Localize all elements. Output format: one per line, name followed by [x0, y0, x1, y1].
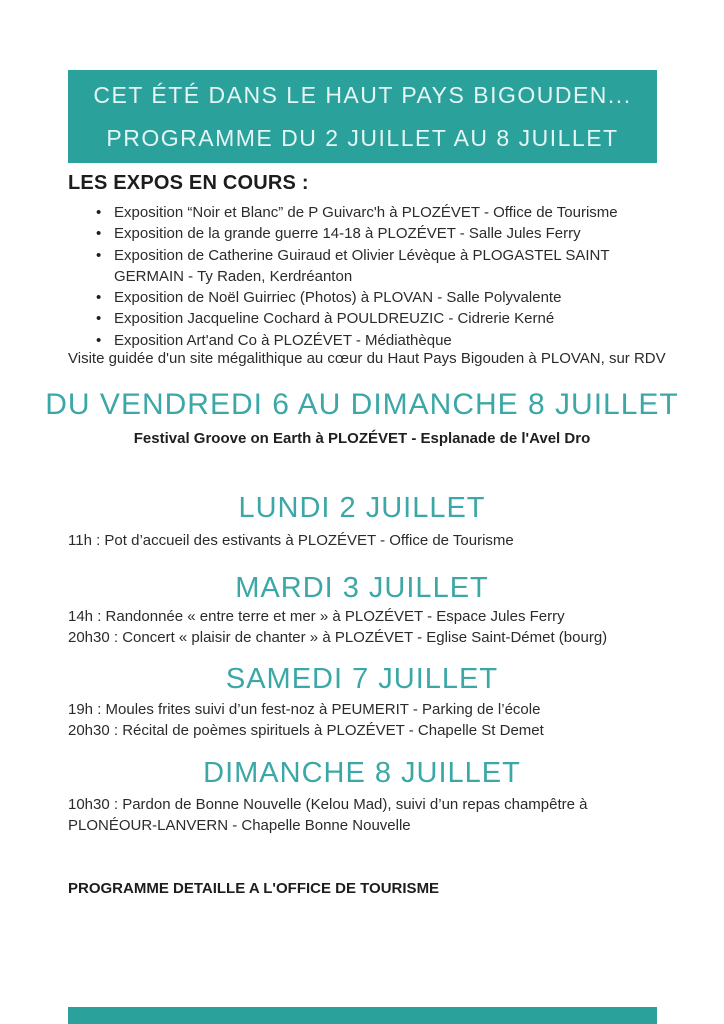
event-line: 11h : Pot d’accueil des estivants à PLOZÉVET - Office de Tourisme — [68, 532, 514, 549]
expo-item-text: Exposition “Noir et Blanc” de P Guivarc'h à PLOZÉVET - Office de Tourisme — [114, 204, 618, 221]
expo-item-text: Exposition de Noël Guirriec (Photos) à PLOVAN - Salle Polyvalente — [114, 289, 562, 307]
day-events-lundi — [68, 530, 634, 551]
list-item — [96, 308, 652, 329]
expo-item-text: Exposition de Catherine Guiraud et Olivier Lévèque à PLOGASTEL SAINT GERMAIN - Ty Raden, Kerdréanton — [114, 246, 610, 285]
festival-heading: DU VENDREDI 6 AU DIMANCHE 8 JUILLET — [45, 388, 679, 421]
banner-title-line2: PROGRAMME DU 2 JUILLET AU 8 JUILLET — [106, 125, 619, 151]
list-item — [96, 287, 652, 308]
detailed-program-note: PROGRAMME DETAILLE A L'OFFICE DE TOURISME — [68, 880, 440, 897]
expo-item-text: Exposition de la grande guerre 14-18 à PLOZÉVET - Salle Jules Ferry — [114, 225, 581, 243]
event-line: 20h30 : Concert « plaisir de chanter » à PLOZÉVET - Eglise Saint-Démet (bourg) — [68, 629, 608, 646]
bullet-icon: • — [96, 246, 102, 264]
list-item — [96, 223, 652, 244]
day-heading-lundi: LUNDI 2 JUILLET — [238, 492, 486, 524]
expos-section-title: LES EXPOS EN COURS : — [68, 172, 309, 194]
day-events-samedi — [68, 699, 634, 741]
expo-item-text: Exposition Jacqueline Cochard à POULDREUZIC - Cidrerie Kerné — [114, 310, 555, 328]
bullet-icon: • — [96, 225, 102, 243]
expo-item-text: Exposition Art'and Co à PLOZÉVET - Médiathèque — [114, 331, 452, 349]
bullet-icon: • — [96, 204, 102, 221]
event-line: 10h30 : Pardon de Bonne Nouvelle (Kelou Mad), suivi d’un repas champêtre à PLONÉOUR-LANVERN - Chapelle Bonne Nouvelle — [68, 796, 588, 834]
day-events-mardi — [68, 606, 634, 648]
day-heading-dimanche: DIMANCHE 8 JUILLET — [203, 757, 521, 789]
festival-subtitle: Festival Groove on Earth à PLOZÉVET - Esplanade de l'Avel Dro — [133, 430, 591, 447]
expos-list — [96, 202, 652, 351]
event-line: 19h : Moules frites suivi d’un fest-noz à PEUMERIT - Parking de l’école — [68, 701, 541, 718]
event-line: 20h30 : Récital de poèmes spirituels à PLOZÉVET - Chapelle St Demet — [68, 722, 544, 739]
bullet-icon: • — [96, 289, 102, 307]
list-item — [96, 245, 652, 288]
day-heading-samedi: SAMEDI 7 JUILLET — [225, 663, 499, 695]
guided-tour-note: Visite guidée d'un site mégalithique au cœur du Haut Pays Bigouden à PLOVAN, sur RDV — [68, 350, 666, 367]
list-item — [96, 202, 652, 223]
header-banner — [68, 70, 657, 163]
footer-banner — [68, 1007, 657, 1024]
banner-title-line1: CET ÉTÉ DANS LE HAUT PAYS BIGOUDEN... — [93, 82, 632, 108]
list-item — [96, 330, 652, 351]
bullet-icon: • — [96, 331, 102, 349]
bullet-icon: • — [96, 310, 102, 328]
day-heading-mardi: MARDI 3 JUILLET — [235, 572, 489, 604]
day-events-dimanche — [68, 794, 634, 836]
event-line: 14h : Randonnée « entre terre et mer » à PLOZÉVET - Espace Jules Ferry — [68, 608, 565, 625]
